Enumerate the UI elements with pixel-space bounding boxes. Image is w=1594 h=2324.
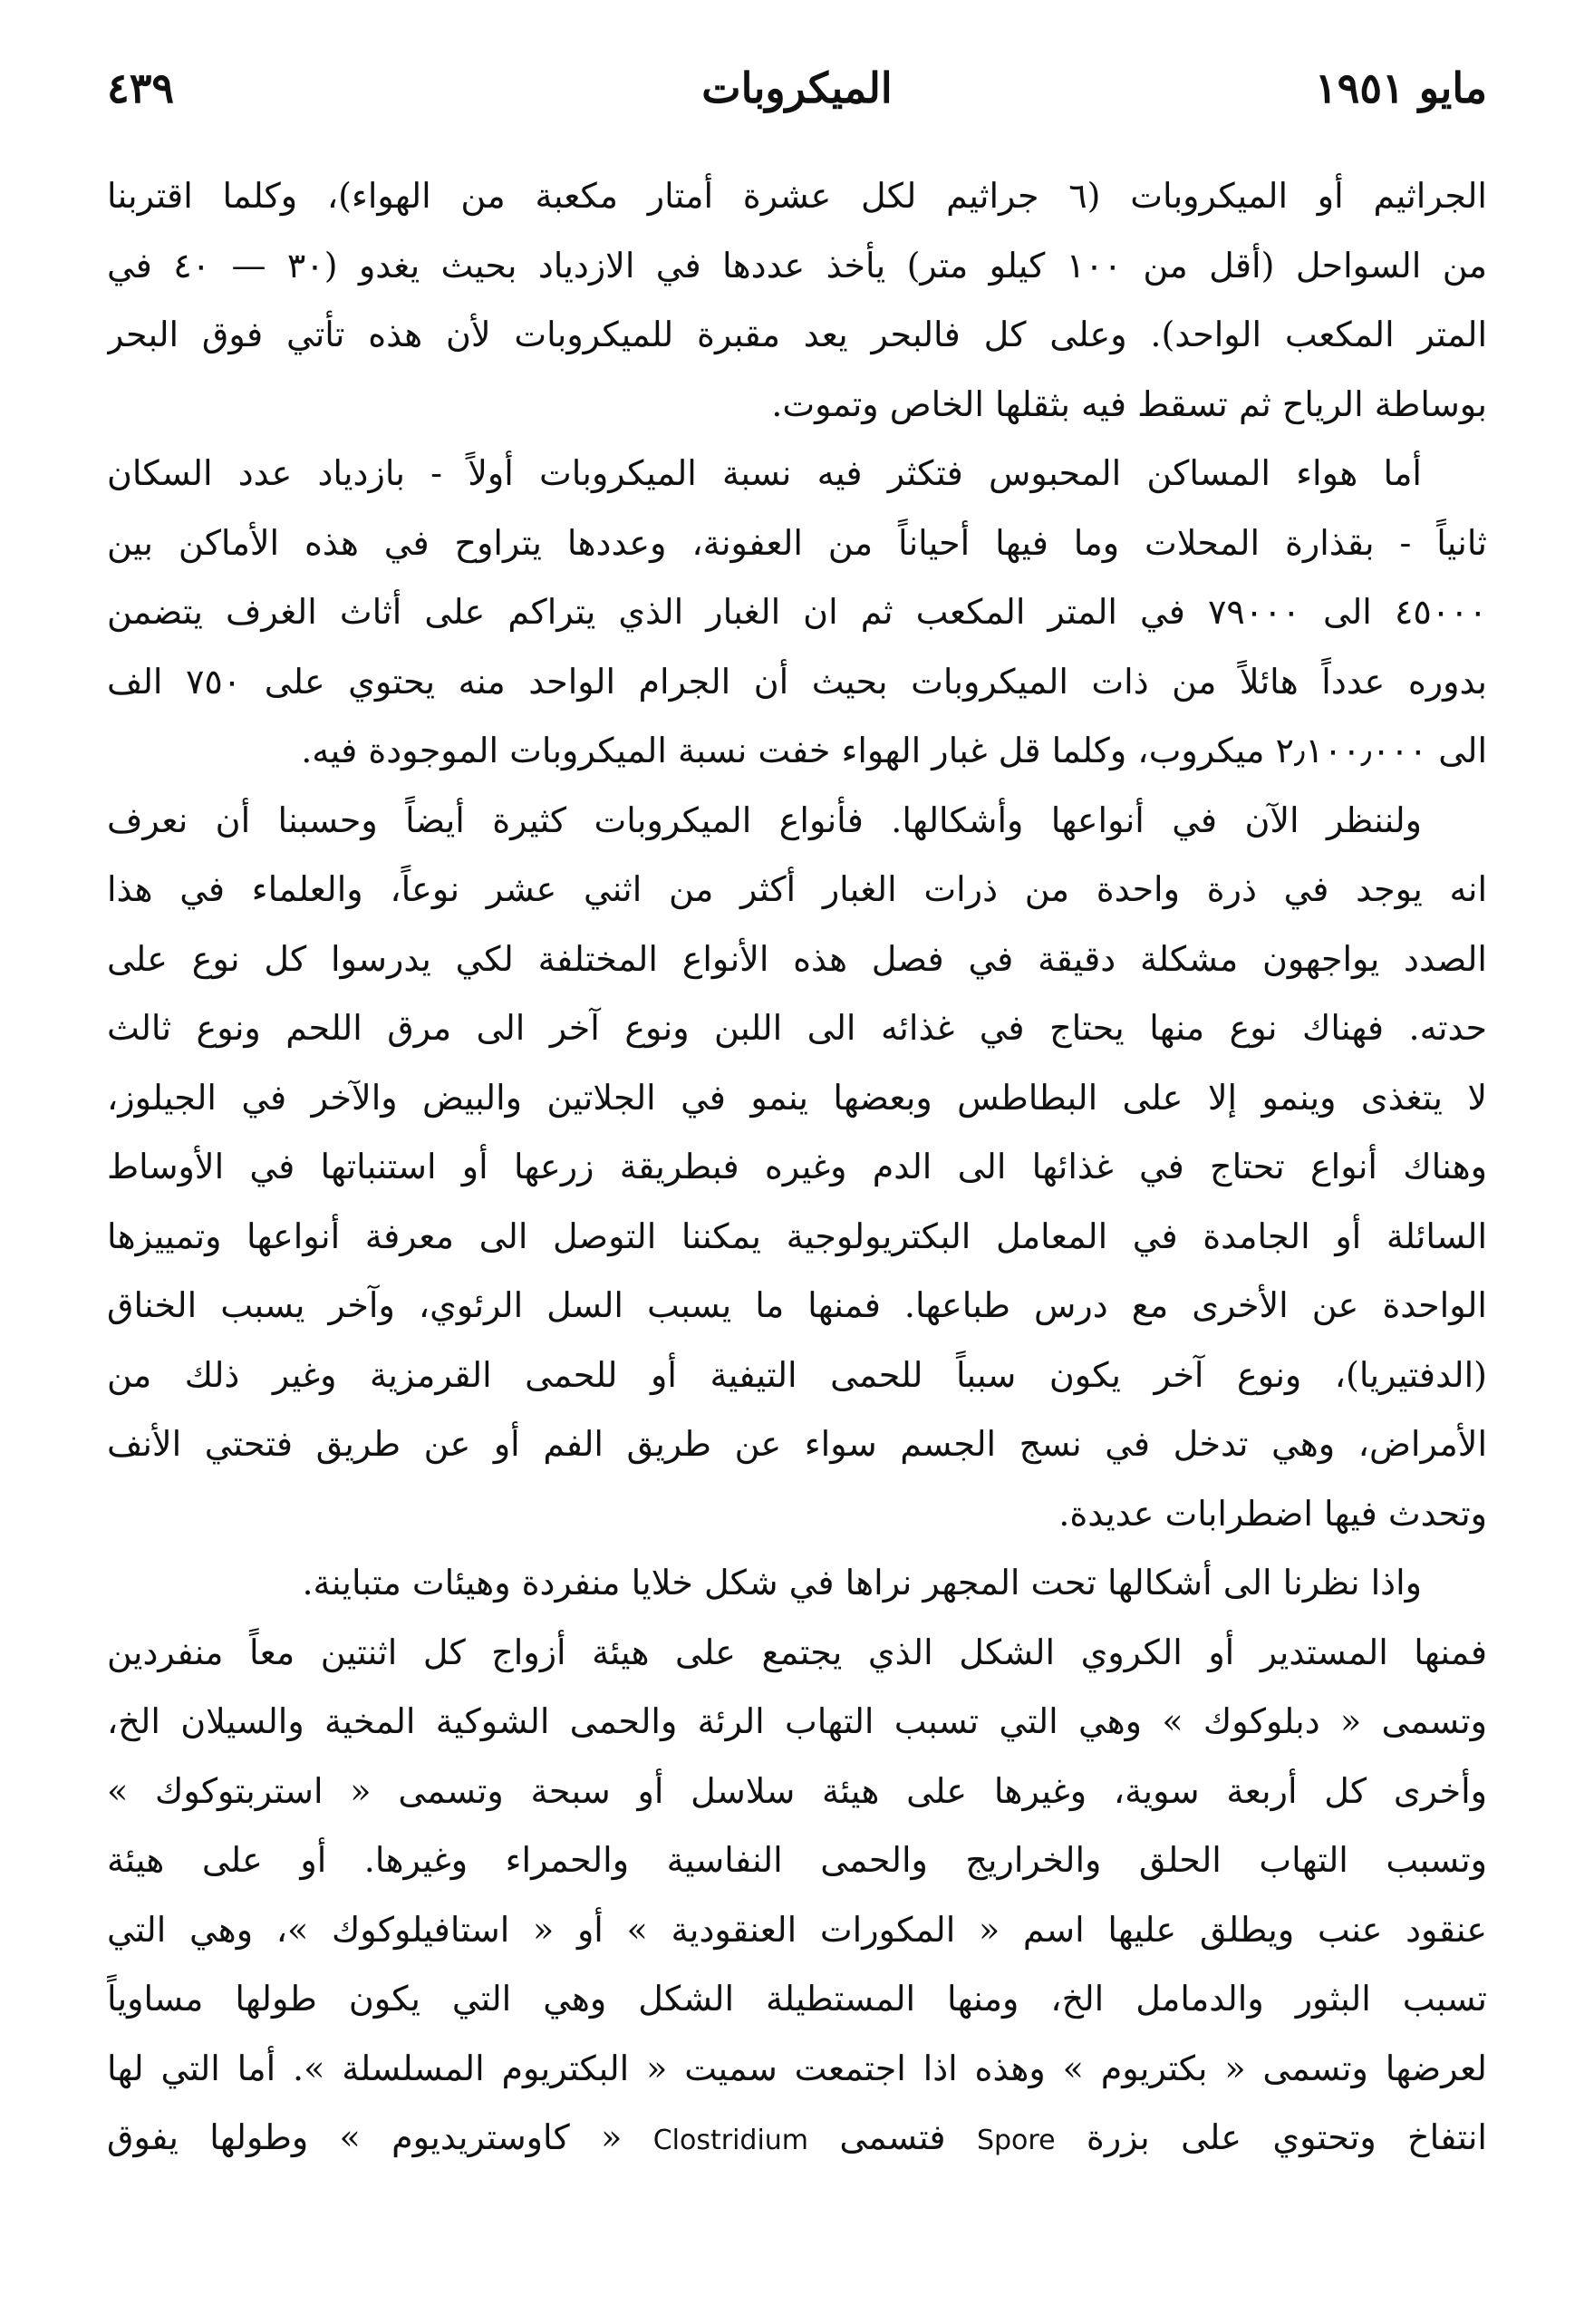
text-line: وهناك أنواع تحتاج في غذائها الى الدم وغيره فبطريقة زرعها أو استنباتها في الأوساط [107, 1147, 1487, 1186]
text-line-final [107, 2103, 1487, 2173]
text-line: الجراثيم أو الميكروبات (٦ جراثيم لكل عشرة أمتار مكعبة من الهواء)، وكلما اقتربنا [107, 176, 1487, 216]
final-line-container [107, 2103, 1487, 2173]
text-line: وأخرى كل أربعة سوية، وغيرها على هيئة سلاسل أو سبحة وتسمى « استربتوكوك » [107, 1770, 1487, 1811]
text-line: بوساطة الرياح ثم تسقط فيه بثقلها الخاص وتموت. [771, 383, 1487, 424]
text-line: ٤٥٠٠٠ الى ٧٩٠٠٠ في المتر المكعب ثم ان الغبار الذي يتراكم على أثاث الغرف يتضمن [107, 592, 1487, 632]
text-line: فمنها المستدير أو الكروي الشكل الذي يجتمع على هيئة أزواج كل اثنتين معاً منفردين [107, 1632, 1487, 1672]
text-line: تسبب البثور والدمامل الخ، ومنها المستطيلة الشكل وهي التي يكون طولها مساوياً [107, 1979, 1487, 2019]
text-line: أما هواء المساكن المحبوس فتكثر فيه نسبة الميكروبات أولاً - بازدياد عدد السكان [107, 453, 1422, 493]
text-line: من السواحل (أقل من ١٠٠ كيلو متر) يأخذ عددها في الازدياد بحيث يغدو (٣٠ — ٤٠ في [107, 245, 1487, 286]
latin-term-spore: Spore [976, 2125, 1056, 2156]
text-line: (الدفتيريا)، ونوع آخر يكون سبباً للحمى التيفية أو للحمى القرمزية وغير ذلك من [107, 1354, 1487, 1395]
page-header [107, 53, 1487, 123]
text-line: انه يوجد في ذرة واحدة من ذرات الغبار أكثر من اثني عشر نوعاً، والعلماء في هذا [107, 869, 1487, 909]
final-line-before: انتفاخ وتحتوي على بزرة [1086, 2117, 1487, 2157]
header-title: الميكروبات [701, 63, 893, 112]
text-line: ثانياً - بقذارة المحلات وما فيها أحياناً من العفونة، وعددها يتراوح في هذه الأماكن بين [107, 522, 1487, 563]
text-line: عنقود عنب ويطلق عليها اسم « المكورات العنقودية » أو « استافيلوكوك »، وهي التي [107, 1909, 1487, 1950]
final-line-after: « كاوستريديوم » وطولها يفوق [107, 2117, 623, 2157]
text-line: وتسمى « دبلوكوك » وهي التي تسبب التهاب الرئة والحمى الشوكية المخية والسيلان الخ، [107, 1701, 1487, 1741]
text-line: واذا نظرنا الى أشكالها تحت المجهر نراها في شكل خلايا منفردة وهيئات متباينة. [302, 1563, 1422, 1603]
text-line: السائلة أو الجامدة في المعامل البكتريولوجية يمكننا التوصل الى معرفة أنواعها وتمييزها [107, 1215, 1487, 1256]
text-line: لا يتغذى وينمو إلا على البطاطس وبعضها ينمو في الجلاتين والبيض والآخر في الجيلوز، [107, 1077, 1487, 1118]
text-line: حدته. فهناك نوع منها يحتاج في غذائه الى اللبن ونوع آخر الى مرق اللحم ونوع ثالث [107, 1008, 1487, 1048]
final-line-middle: فتسمى [839, 2117, 946, 2157]
latin-term-clostridium: Clostridium [652, 2125, 809, 2156]
body-text [107, 161, 1487, 2103]
text-line: الى ٢٫١٠٠٫٠٠٠ ميكروب، وكلما قل غبار الهواء خفت نسبة الميكروبات الموجودة فيه. [301, 731, 1487, 770]
text-line: المتر المكعب الواحد). وعلى كل فالبحر يعد مقبرة للميكروبات لأن هذه تأتي فوق البحر [107, 315, 1487, 354]
text-line: وتحدث فيها اضطرابات عديدة. [1058, 1493, 1487, 1534]
text-line: لعرضها وتسمى « بكتريوم » وهذه اذا اجتمعت سميت « البكتريوم المسلسلة ». أما التي لها [107, 2048, 1487, 2088]
page-number: ٤٣٩ [107, 63, 175, 112]
header-date: مايو ١٩٥١ [1314, 63, 1487, 112]
text-line: الصدد يواجهون مشكلة دقيقة في فصل هذه الأنواع المختلفة لكي يدرسوا كل نوع على [107, 938, 1487, 979]
text-line: ولننظر الآن في أنواعها وأشكالها. فأنواع الميكروبات كثيرة أيضاً وحسبنا أن نعرف [107, 799, 1422, 840]
text-line: بدوره عدداً هائلاً من ذات الميكروبات بحيث أن الجرام الواحد منه يحتوي على ٧٥٠ الف [107, 661, 1487, 702]
text-line: الواحدة عن الأخرى مع درس طباعها. فمنها ما يسبب السل الرئوي، وآخر يسبب الخناق [107, 1285, 1487, 1325]
text-line: الأمراض، وهي تدخل في نسج الجسم سواء عن طريق الفم أو عن طريق فتحتي الأنف [107, 1424, 1487, 1464]
text-line: وتسبب التهاب الحلق والخراريج والحمى النفاسية والحمراء وغيرها. أو على هيئة [107, 1840, 1487, 1880]
